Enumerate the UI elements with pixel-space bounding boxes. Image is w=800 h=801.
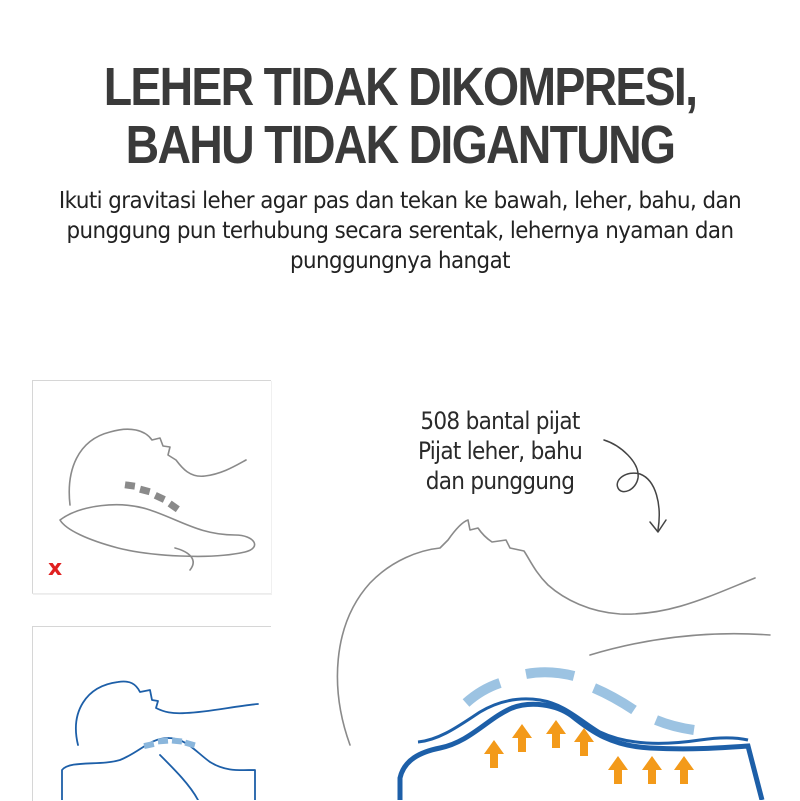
up-arrow-icon <box>608 756 628 784</box>
up-arrow-icon <box>512 724 532 752</box>
wrong-mark: x <box>48 556 63 581</box>
correct-pillow-outline <box>62 738 255 800</box>
correct-spine-dashes <box>143 737 195 748</box>
wrong-spine-dashes <box>124 481 179 512</box>
up-arrow-icon <box>546 720 566 748</box>
main-person-illustration <box>337 520 770 745</box>
subtitle-line-1: Ikuti gravitasi leher agar pas dan tekan ke bawah, leher, bahu, dan <box>58 188 742 214</box>
up-arrow-icon <box>642 756 662 784</box>
correct-head-outline <box>76 681 258 745</box>
callout-line-2: Pijat leher, bahu <box>417 437 583 465</box>
curly-arrow-icon <box>604 440 666 532</box>
up-arrow-icon <box>674 756 694 784</box>
subtitle-line-3: punggungnya hangat <box>290 248 510 274</box>
headline-line-2: BAHU TIDAK DIGANTUNG <box>125 115 675 175</box>
massage-callout <box>392 406 608 496</box>
wrong-shoulder-line <box>175 548 193 570</box>
callout-line-3: dan punggung <box>425 467 575 495</box>
headline-line-1: LEHER TIDAK DIKOMPRESI, <box>103 57 697 117</box>
correct-neck-line <box>160 755 198 800</box>
subtitle-line-2: punggung pun terhubung secara serentak, lehernya nyaman dan <box>66 218 734 244</box>
callout-line-1: 508 bantal pijat <box>420 407 580 435</box>
main-shoulder-outline <box>590 634 770 655</box>
main-head-outline <box>337 520 755 745</box>
up-arrow-icon <box>484 740 504 768</box>
wrong-pillow-outline <box>60 505 255 557</box>
